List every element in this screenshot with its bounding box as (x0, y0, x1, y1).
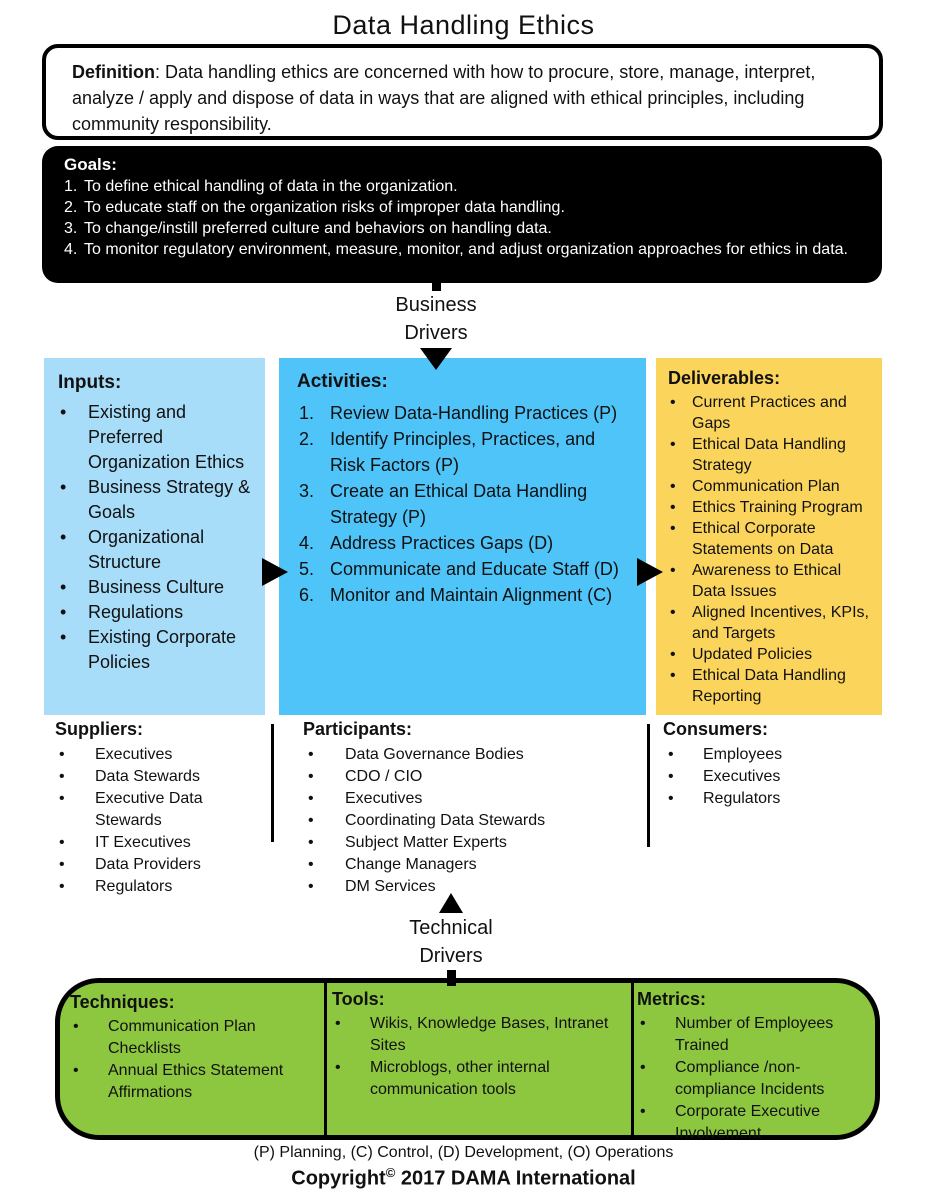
activity-item: Communicate and Educate Staff (D) (330, 559, 619, 579)
consumers-section (663, 718, 878, 810)
participant-item: • Change Managers (303, 854, 595, 876)
copyright-symbol: © (385, 1165, 396, 1180)
vertical-divider (271, 724, 274, 842)
arrow-up-icon (439, 893, 463, 913)
activity-item: Review Data-Handling Practices (P) (330, 403, 618, 423)
deliverable-item: • Updated Policies (668, 644, 876, 665)
deliverable-item: • Ethical Data Handling Strategy (668, 434, 876, 476)
deliverable-item: • Awareness to Ethical Data Issues (668, 560, 876, 602)
supplier-item: • Regulators (55, 876, 267, 898)
inputs-label: Inputs: (58, 372, 122, 393)
activity-group-legend: (P) Planning, (C) Control, (D) Development, (O) Operations (253, 1144, 674, 1161)
technical-drivers-label: Technical Drivers (409, 917, 493, 967)
definition-body: Data handling ethics are concerned with how to procure, store, manage, interpret, analyze / apply and dispose of data in ways that are aligned with ethical principles, including community responsibility. (72, 62, 816, 134)
goal-item: To define ethical handling of data in the organization. (84, 178, 458, 195)
activity-item: Address Practices Gaps (D) (330, 533, 554, 553)
metric-item: • Number of Employees Trained (637, 1013, 869, 1057)
consumers-label: Consumers: (663, 719, 769, 739)
consumers-list (663, 744, 878, 810)
goals-list (64, 176, 860, 260)
participant-item: • Coordinating Data Stewards (303, 810, 595, 832)
deliverable-item: • Ethics Training Program (668, 497, 876, 518)
consumer-item: • Regulators (663, 788, 878, 810)
tools-section (332, 988, 624, 1101)
deliverables-label: Deliverables: (668, 368, 781, 388)
definition-box (42, 44, 883, 140)
participant-item: • CDO / CIO (303, 766, 595, 788)
deliverable-item: • Communication Plan (668, 476, 876, 497)
techniques-label: Techniques: (70, 992, 175, 1012)
tool-item: • Wikis, Knowledge Bases, Intranet Sites (332, 1013, 624, 1057)
connector-line (447, 970, 456, 986)
connector-line (432, 281, 441, 291)
metric-item: • Corporate Executive Involvement (637, 1101, 869, 1145)
tools-label: Tools: (332, 989, 385, 1009)
goals-box (42, 146, 882, 283)
activity-item: Create an Ethical Data Handling Strategy (P) (330, 481, 588, 527)
vertical-divider (631, 983, 634, 1135)
activities-box (279, 358, 646, 715)
supplier-item: • Data Stewards (55, 766, 267, 788)
input-item: • Existing Corporate Policies (58, 625, 259, 675)
consumer-item: • Employees (663, 744, 878, 766)
tools-list (332, 1013, 624, 1101)
activities-label: Activities: (297, 371, 388, 392)
metric-item: • Compliance /non-compliance Incidents (637, 1057, 869, 1101)
vertical-divider (647, 724, 650, 847)
copyright-prefix: Copyright (291, 1167, 386, 1190)
goal-item: To change/instill preferred culture and behaviors on handling data. (84, 220, 552, 237)
input-item: • Regulations (58, 600, 259, 625)
metrics-section (637, 988, 869, 1145)
suppliers-list (55, 744, 267, 898)
deliverable-item: • Aligned Incentives, KPIs, and Targets (668, 602, 876, 644)
metrics-label: Metrics: (637, 989, 707, 1009)
metrics-list (637, 1013, 869, 1145)
technical-drivers-connector (397, 893, 505, 986)
copyright-suffix: 2017 DAMA International (395, 1167, 636, 1190)
activity-item: Identify Principles, Practices, and Risk Factors (P) (330, 429, 596, 475)
arrow-down-icon (420, 348, 452, 370)
deliverable-item: • Ethical Corporate Statements on Data (668, 518, 876, 560)
deliverable-item: • Ethical Data Handling Reporting (668, 665, 876, 707)
tool-item: • Microblogs, other internal communication tools (332, 1057, 624, 1101)
input-item: • Organizational Structure (58, 525, 259, 575)
participants-list (303, 744, 595, 898)
definition-text (72, 59, 853, 137)
business-drivers-connector (386, 281, 486, 370)
arrow-right-icon (637, 558, 663, 586)
participant-item: • Subject Matter Experts (303, 832, 595, 854)
input-item: • Business Strategy & Goals (58, 475, 259, 525)
deliverable-item: • Current Practices and Gaps (668, 392, 876, 434)
technique-item: • Annual Ethics Statement Affirmations (70, 1060, 318, 1104)
suppliers-section (55, 718, 267, 898)
goal-item: To educate staff on the organization risks of improper data handling. (84, 199, 565, 216)
techniques-section (70, 991, 318, 1104)
page-title: Data Handling Ethics (332, 10, 595, 40)
supplier-item: • Executive Data Stewards (55, 788, 267, 832)
arrow-right-icon (262, 558, 288, 586)
supplier-item: • IT Executives (55, 832, 267, 854)
goals-label: Goals: (64, 155, 117, 174)
goal-item: To monitor regulatory environment, measure, monitor, and adjust organization approaches for ethics in data. (84, 241, 848, 258)
definition-label: Definition (72, 62, 155, 82)
participant-item: • Data Governance Bodies (303, 744, 595, 766)
input-item: • Existing and Preferred Organization Ethics (58, 400, 259, 475)
definition-colon: : (155, 62, 166, 82)
deliverables-box (656, 358, 882, 715)
inputs-list (58, 400, 259, 675)
suppliers-label: Suppliers: (55, 719, 144, 739)
supplier-item: • Executives (55, 744, 267, 766)
activity-item: Monitor and Maintain Alignment (C) (330, 585, 613, 605)
participants-section (303, 718, 595, 898)
participant-item: • DM Services (303, 876, 595, 898)
inputs-box (44, 358, 265, 715)
copyright-line (0, 1165, 927, 1191)
business-drivers-label: Business Drivers (395, 294, 477, 344)
vertical-divider (324, 983, 327, 1135)
techniques-tools-metrics-box (55, 978, 880, 1140)
supplier-item: • Data Providers (55, 854, 267, 876)
deliverables-list (668, 392, 876, 707)
input-item: • Business Culture (58, 575, 259, 600)
participants-label: Participants: (303, 719, 413, 739)
participant-item: • Executives (303, 788, 595, 810)
techniques-list (70, 1016, 318, 1104)
technique-item: • Communication Plan Checklists (70, 1016, 318, 1060)
consumer-item: • Executives (663, 766, 878, 788)
activities-list (297, 400, 626, 608)
